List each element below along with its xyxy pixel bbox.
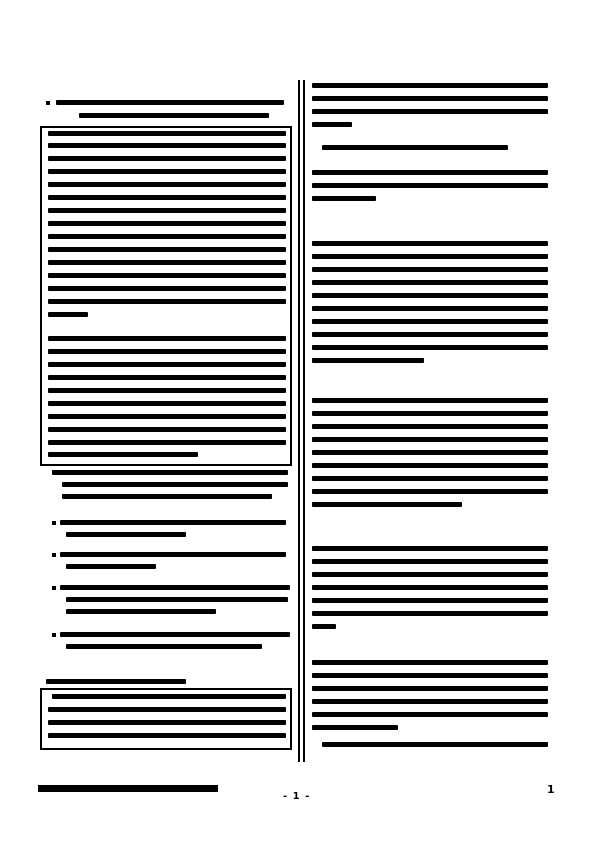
text-line	[52, 470, 288, 475]
text-line	[312, 306, 548, 311]
text-line	[66, 532, 186, 537]
text-line	[48, 208, 286, 213]
list-bullet	[52, 586, 56, 590]
text-line	[79, 113, 269, 118]
text-line	[312, 183, 548, 188]
text-line	[48, 336, 286, 341]
text-line	[312, 686, 548, 691]
text-line	[48, 707, 286, 712]
text-line	[312, 293, 548, 298]
text-line	[312, 502, 462, 507]
text-line	[48, 452, 198, 457]
list-bullet	[46, 101, 50, 105]
text-line	[48, 286, 286, 291]
text-line	[48, 388, 286, 393]
text-line	[56, 100, 284, 105]
text-line	[312, 83, 548, 88]
text-line	[48, 195, 286, 200]
text-line	[66, 597, 288, 602]
text-line	[62, 494, 272, 499]
text-line	[312, 598, 548, 603]
text-line	[312, 241, 548, 246]
text-line	[48, 440, 286, 445]
text-line	[66, 644, 262, 649]
text-line	[48, 427, 286, 432]
text-line	[60, 632, 290, 637]
text-line	[48, 720, 286, 725]
text-line	[60, 520, 286, 525]
text-line	[48, 299, 286, 304]
text-line	[48, 156, 286, 161]
column-divider	[298, 80, 300, 762]
text-line	[312, 398, 548, 403]
text-line	[312, 699, 548, 704]
text-line	[312, 572, 548, 577]
text-line	[312, 450, 548, 455]
text-line	[312, 559, 548, 564]
text-line	[312, 267, 548, 272]
text-line	[48, 247, 286, 252]
text-line	[48, 733, 286, 738]
text-line	[48, 362, 286, 367]
text-line	[60, 585, 290, 590]
text-line	[312, 611, 548, 616]
text-line	[312, 196, 376, 201]
text-line	[312, 122, 352, 127]
text-line	[312, 424, 548, 429]
text-line	[48, 221, 286, 226]
text-line	[66, 609, 216, 614]
text-line	[48, 312, 88, 317]
right-page-number: 1	[547, 783, 555, 796]
text-line	[312, 254, 548, 259]
text-line	[312, 585, 548, 590]
text-line	[312, 280, 548, 285]
column-divider	[303, 80, 305, 762]
text-line	[312, 463, 548, 468]
text-line	[312, 546, 548, 551]
center-page-number: - 1 -	[283, 791, 311, 802]
text-line	[66, 564, 156, 569]
text-line	[312, 624, 336, 629]
text-line	[60, 552, 286, 557]
text-line	[312, 712, 548, 717]
text-line	[52, 694, 286, 699]
list-bullet	[52, 521, 56, 525]
text-line	[322, 742, 548, 747]
text-line	[48, 273, 286, 278]
text-line	[312, 489, 548, 494]
text-line	[312, 319, 548, 324]
footer-text	[38, 785, 218, 792]
text-line	[312, 358, 424, 363]
text-line	[48, 349, 286, 354]
list-bullet	[52, 553, 56, 557]
text-line	[312, 170, 548, 175]
text-line	[48, 260, 286, 265]
text-line	[312, 660, 548, 665]
text-line	[312, 673, 548, 678]
text-line	[48, 169, 286, 174]
text-line	[62, 482, 288, 487]
text-line	[312, 109, 548, 114]
text-line	[312, 345, 548, 350]
text-line	[312, 96, 548, 101]
text-line	[48, 131, 286, 136]
text-line	[312, 725, 398, 730]
text-line	[48, 401, 286, 406]
text-line	[312, 437, 548, 442]
text-line	[312, 476, 548, 481]
text-line	[48, 234, 286, 239]
text-line	[322, 145, 508, 150]
text-line	[46, 679, 186, 684]
text-line	[48, 143, 286, 148]
text-line	[48, 414, 286, 419]
text-line	[48, 182, 286, 187]
text-line	[312, 411, 548, 416]
text-line	[48, 375, 286, 380]
list-bullet	[52, 633, 56, 637]
text-line	[312, 332, 548, 337]
